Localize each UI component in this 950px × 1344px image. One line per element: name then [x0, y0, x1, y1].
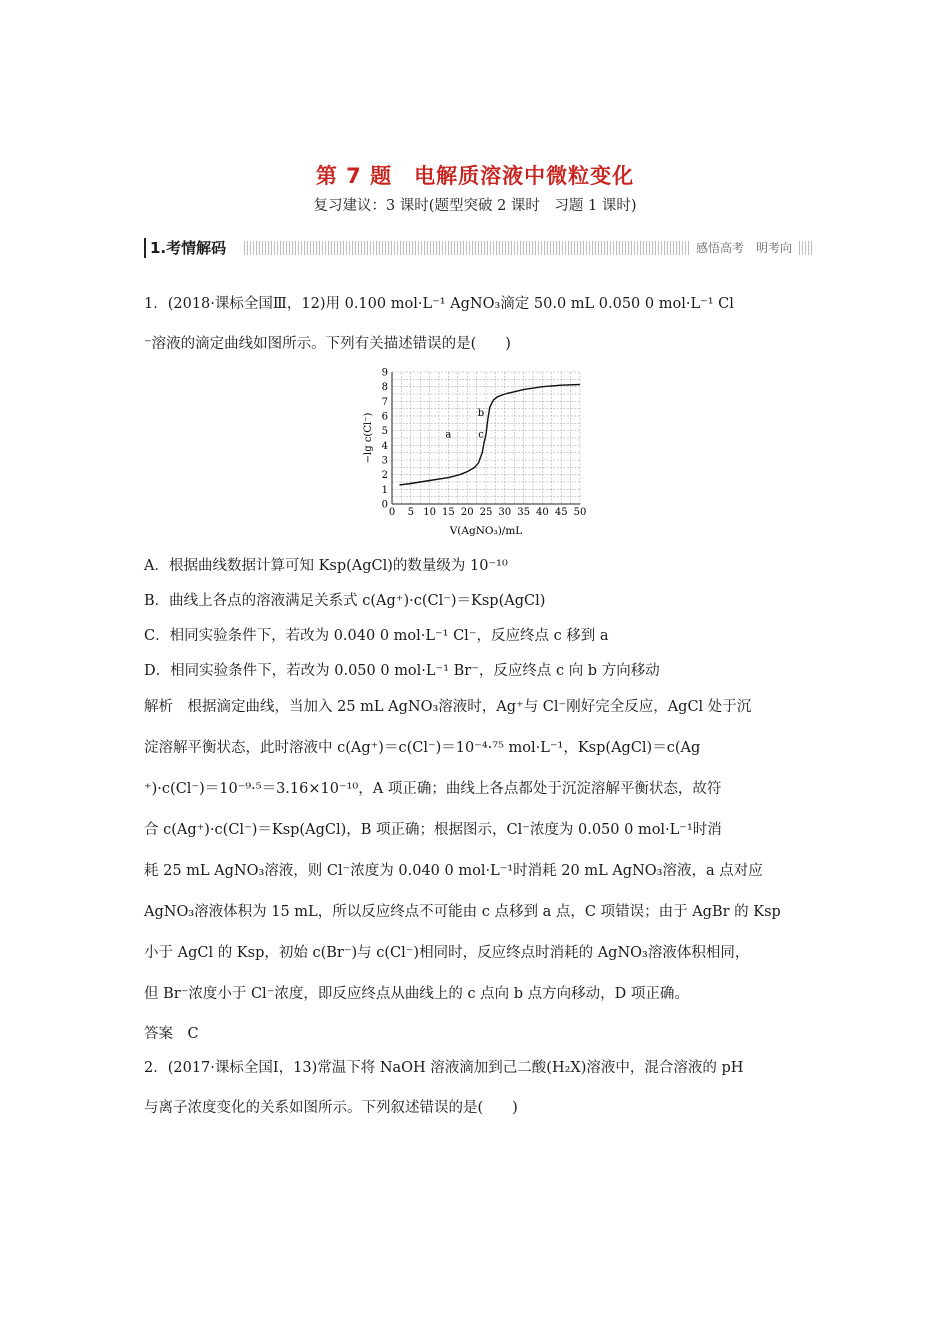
x-tick-label: 20 — [460, 507, 474, 518]
analysis-line-5: 耗 25 mL AgNO₃溶液，则 Cl⁻浓度为 0.040 0 mol·L⁻¹时消耗 20 mL AgNO₃溶液，a 点对应 — [144, 863, 763, 879]
answer: 答案 C — [144, 1026, 199, 1042]
y-tick-label: 8 — [381, 382, 388, 394]
chart-points — [445, 408, 484, 440]
title-number: 第 7 题 — [315, 164, 393, 188]
y-tick-label: 7 — [381, 396, 388, 408]
y-tick-label: 3 — [381, 455, 388, 467]
y-tick-label: 4 — [381, 440, 388, 452]
x-tick-label: 15 — [442, 507, 455, 518]
point-label-c: c — [478, 429, 484, 441]
x-tick-label: 40 — [536, 507, 549, 518]
y-tick-label: 0 — [381, 499, 388, 511]
analysis-line-6: AgNO₃溶液体积为 15 mL，所以反应终点不可能由 c 点移到 a 点，C 项错误；由于 AgBr 的 Ksp — [144, 904, 781, 920]
titration-curve — [400, 385, 581, 485]
x-tick-label: 10 — [423, 507, 436, 518]
question-2-line-2: 与离子浓度变化的关系如图所示。下列叙述错误的是( ) — [144, 1100, 518, 1116]
analysis-line-1: 解析 根据滴定曲线，当加入 25 mL AgNO₃溶液时，Ag⁺与 Cl⁻刚好完全反应，AgCl 处于沉 — [144, 699, 752, 715]
question-1-line-2: ⁻溶液的滴定曲线如图所示。下列有关描述错误的是( ) — [144, 336, 511, 352]
analysis-line-3: ⁺)·c(Cl⁻)＝10⁻⁹·⁵＝3.16×10⁻¹⁰，A 项正确；曲线上各点都处于沉淀溶解平衡状态，故符 — [144, 781, 722, 797]
titration-chart — [362, 366, 592, 538]
analysis-line-8: 但 Br⁻浓度小于 Cl⁻浓度，即反应终点从曲线上的 c 点向 b 点方向移动，D 项正确。 — [144, 986, 689, 1002]
page-title — [0, 160, 950, 190]
chart-grid — [392, 372, 580, 504]
option-b: B．曲线上各点的溶液满足关系式 c(Ag⁺)·c(Cl⁻)＝Ksp(AgCl) — [144, 593, 546, 609]
y-tick-label: 9 — [381, 367, 388, 379]
x-tick-label: 35 — [517, 507, 530, 518]
x-tick-label: 45 — [554, 507, 568, 518]
x-tick-label: 5 — [407, 507, 414, 518]
x-tick-label: 25 — [479, 507, 493, 518]
section-header — [144, 238, 812, 258]
analysis-line-2: 淀溶解平衡状态，此时溶液中 c(Ag⁺)＝c(Cl⁻)＝10⁻⁴·⁷⁵ mol·L⁻¹，Ksp(AgCl)＝c(Ag — [144, 740, 701, 756]
analysis-line-4: 合 c(Ag⁺)·c(Cl⁻)＝Ksp(AgCl)，B 项正确；根据图示，Cl⁻浓度为 0.050 0 mol·L⁻¹时消 — [144, 822, 722, 838]
point-label-a: a — [445, 429, 452, 441]
y-tick-label: 1 — [381, 484, 388, 496]
x-tick-label: 50 — [573, 507, 587, 518]
analysis-line-7: 小于 AgCl 的 Ksp，初始 c(Br⁻)与 c(Cl⁻)相同时，反应终点时消耗的 AgNO₃溶液体积相同， — [144, 945, 750, 961]
y-tick-label: 5 — [381, 426, 388, 438]
x-tick-label: 0 — [388, 507, 396, 518]
title-name: 电解质溶液中微粒变化 — [414, 164, 635, 188]
question-1-line-1: 1．(2018·课标全国Ⅲ，12)用 0.100 mol·L⁻¹ AgNO₃滴定 50.0 mL 0.050 0 mol·L⁻¹ Cl — [144, 296, 734, 312]
chart-y-label: −lg c(Cl⁻) — [363, 412, 374, 464]
chart-curve — [400, 385, 581, 485]
question-2-line-1: 2．(2017·课标全国Ⅰ，13)常温下将 NaOH 溶液滴加到己二酸(H₂X)溶液中，混合溶液的 pH — [144, 1060, 744, 1076]
chart-x-label: V(AgNO₃)/mL — [449, 525, 523, 537]
y-tick-label: 6 — [381, 411, 388, 423]
y-tick-label: 2 — [381, 470, 388, 482]
page-subtitle: 复习建议：3 课时(题型突破 2 课时 习题 1 课时) — [313, 198, 637, 214]
section-tag: 感悟高考 明考向 — [690, 238, 798, 258]
option-a: A．根据曲线数据计算可知 Ksp(AgCl)的数量级为 10⁻¹⁰ — [144, 558, 508, 574]
section-label: 1.考情解码 — [144, 238, 232, 258]
point-label-b: b — [477, 408, 485, 420]
x-tick-label: 30 — [498, 507, 512, 518]
option-d: D．相同实验条件下，若改为 0.050 0 mol·L⁻¹ Br⁻，反应终点 c 向 b 方向移动 — [144, 663, 660, 679]
option-c: C．相同实验条件下，若改为 0.040 0 mol·L⁻¹ Cl⁻，反应终点 c 移到 a — [144, 628, 609, 644]
